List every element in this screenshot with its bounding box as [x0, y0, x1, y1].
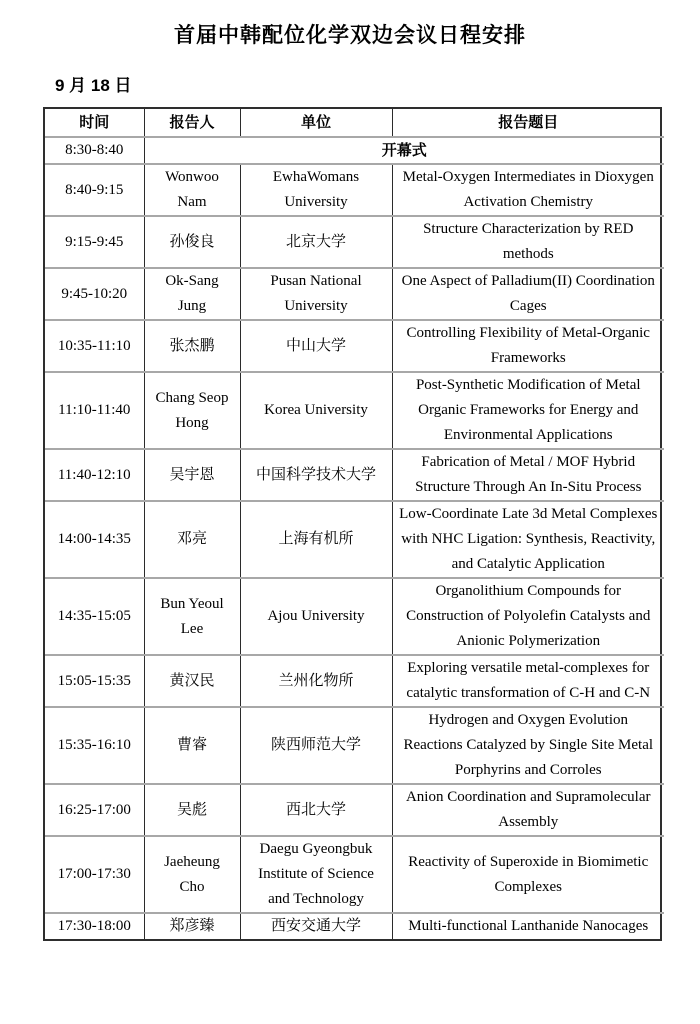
talk-title: Reactivity of Superoxide in Biomimetic Complexes [392, 836, 664, 913]
session-time: 10:35-11:10 [45, 320, 144, 372]
speaker-name: 吴彪 [144, 784, 240, 836]
affiliation: Korea University [240, 372, 392, 449]
talk-title: Structure Characterization by RED methods [392, 216, 664, 268]
speaker-name: Ok-Sang Jung [144, 268, 240, 320]
schedule-row [45, 137, 664, 164]
speaker-name: 黄汉民 [144, 655, 240, 707]
date-label: 9 月 18 日 [55, 76, 132, 95]
talk-title: Fabrication of Metal / MOF Hybrid Structure Through An In-Situ Process [392, 449, 664, 501]
session-time: 17:30-18:00 [45, 913, 144, 939]
talk-title: Low-Coordinate Late 3d Metal Complexes with NHC Ligation: Synthesis, Reactivity, and Catalytic Application [392, 501, 664, 578]
affiliation: 北京大学 [240, 216, 392, 268]
header-time: 时间 [45, 109, 144, 137]
session-time: 9:45-10:20 [45, 268, 144, 320]
session-time: 14:35-15:05 [45, 578, 144, 655]
affiliation: 上海有机所 [240, 501, 392, 578]
speaker-name: 吴宇恩 [144, 449, 240, 501]
speaker-name: Chang Seop Hong [144, 372, 240, 449]
session-time: 15:35-16:10 [45, 707, 144, 784]
schedule-row [45, 449, 664, 501]
schedule-row [45, 784, 664, 836]
header-talk-title: 报告题目 [392, 109, 664, 137]
session-time: 14:00-14:35 [45, 501, 144, 578]
schedule-row [45, 372, 664, 449]
affiliation: 陕西师范大学 [240, 707, 392, 784]
speaker-name: 孙俊良 [144, 216, 240, 268]
speaker-name: Jaeheung Cho [144, 836, 240, 913]
speaker-name: Wonwoo Nam [144, 164, 240, 216]
session-time: 8:30-8:40 [45, 137, 144, 164]
schedule-row [45, 655, 664, 707]
affiliation: 中山大学 [240, 320, 392, 372]
schedule-row [45, 216, 664, 268]
session-time: 8:40-9:15 [45, 164, 144, 216]
schedule-row [45, 268, 664, 320]
merged-session-label: 开幕式 [144, 137, 664, 164]
affiliation: 中国科学技术大学 [240, 449, 392, 501]
speaker-name: 张杰鹏 [144, 320, 240, 372]
schedule-row [45, 164, 664, 216]
speaker-name: 郑彦臻 [144, 913, 240, 939]
schedule-row [45, 501, 664, 578]
header-speaker: 报告人 [144, 109, 240, 137]
talk-title: One Aspect of Palladium(II) Coordination Cages [392, 268, 664, 320]
schedule-row [45, 836, 664, 913]
schedule-row [45, 578, 664, 655]
schedule-row [45, 320, 664, 372]
talk-title: Post-Synthetic Modification of Metal Organic Frameworks for Energy and Environmental Applications [392, 372, 664, 449]
session-time: 15:05-15:35 [45, 655, 144, 707]
affiliation: 西安交通大学 [240, 913, 392, 939]
header-row [45, 109, 664, 137]
talk-title: Exploring versatile metal-complexes for catalytic transformation of C-H and C-N [392, 655, 664, 707]
speaker-name: 曹睿 [144, 707, 240, 784]
speaker-name: 邓亮 [144, 501, 240, 578]
schedule-table-frame [43, 107, 662, 941]
talk-title: Multi-functional Lanthanide Nanocages [392, 913, 664, 939]
talk-title: Metal-Oxygen Intermediates in Dioxygen Activation Chemistry [392, 164, 664, 216]
session-time: 9:15-9:45 [45, 216, 144, 268]
affiliation: 兰州化物所 [240, 655, 392, 707]
affiliation: EwhaWomans University [240, 164, 392, 216]
affiliation: 西北大学 [240, 784, 392, 836]
schedule-table [45, 109, 664, 939]
affiliation: Daegu Gyeongbuk Institute of Science and Technology [240, 836, 392, 913]
talk-title: Anion Coordination and Supramolecular Assembly [392, 784, 664, 836]
session-time: 11:10-11:40 [45, 372, 144, 449]
session-time: 16:25-17:00 [45, 784, 144, 836]
affiliation: Pusan National University [240, 268, 392, 320]
document-title: 首届中韩配位化学双边会议日程安排 [174, 24, 526, 47]
session-time: 17:00-17:30 [45, 836, 144, 913]
talk-title: Organolithium Compounds for Construction of Polyolefin Catalysts and Anionic Polymerization [392, 578, 664, 655]
talk-title: Hydrogen and Oxygen Evolution Reactions Catalyzed by Single Site Metal Porphyrins and Corroles [392, 707, 664, 784]
talk-title: Controlling Flexibility of Metal-Organic Frameworks [392, 320, 664, 372]
speaker-name: Bun Yeoul Lee [144, 578, 240, 655]
header-affiliation: 单位 [240, 109, 392, 137]
affiliation: Ajou University [240, 578, 392, 655]
schedule-row [45, 707, 664, 784]
schedule-row [45, 913, 664, 939]
session-time: 11:40-12:10 [45, 449, 144, 501]
